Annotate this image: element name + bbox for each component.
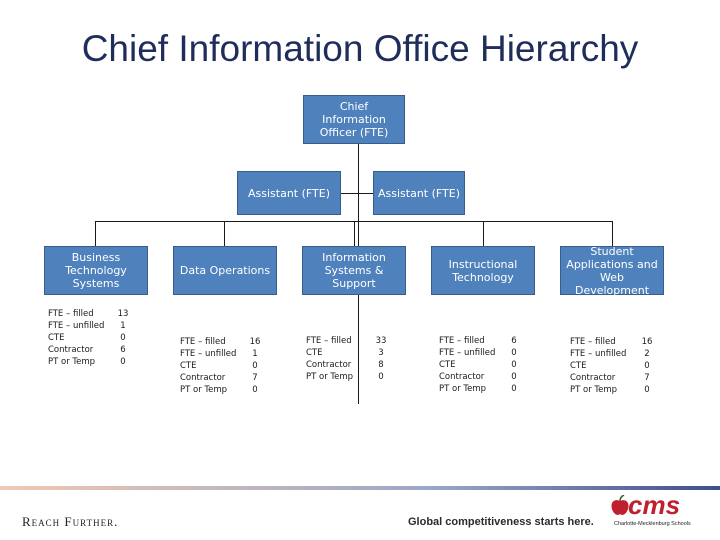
cio-box	[303, 95, 405, 144]
stat-row: FTE – unfilled 1	[48, 321, 126, 331]
page-title: Chief Information Office Hierarchy	[81, 28, 639, 69]
logo-subtitle: Charlotte-Mecklenburg Schools	[614, 521, 691, 527]
stats-data-operations	[180, 336, 262, 396]
department-box-data-operations	[173, 246, 277, 295]
apple-icon	[610, 495, 630, 517]
stat-row: FTE – filled 33	[306, 336, 387, 346]
dept-drop-3	[354, 221, 355, 246]
stat-row: FTE – filled 13	[48, 309, 129, 319]
stat-row: Contractor 7	[180, 373, 258, 383]
department-box-instructional-technology	[431, 246, 535, 295]
footer-slogan: Reach Further.	[22, 514, 119, 529]
assistant-label-right: Assistant (FTE)	[378, 186, 460, 200]
stat-row: Contractor 7	[570, 373, 650, 383]
stat-row: Contractor 8	[306, 360, 384, 370]
stat-row: PT or Temp 0	[570, 385, 650, 395]
assistant-box-left	[237, 171, 341, 215]
stat-row: PT or Temp 0	[439, 384, 517, 394]
cio-label: Chief Information Officer (FTE)	[319, 100, 389, 139]
department-label: Data Operations	[179, 264, 271, 277]
dept-drop-2	[224, 221, 225, 246]
department-label: Business Technology Systems	[65, 251, 127, 290]
stat-row: FTE – filled 6	[439, 336, 517, 346]
stat-row: FTE – filled 16	[180, 337, 261, 347]
stat-row: PT or Temp 0	[180, 385, 258, 395]
stat-row: Contractor 6	[48, 345, 126, 355]
stat-row: CTE 0	[570, 361, 650, 371]
department-box-business-technology	[44, 246, 148, 295]
assistant-box-right	[373, 171, 465, 215]
stat-row: FTE – unfilled 1	[180, 349, 258, 359]
department-label: Student Applications and Web Development	[566, 244, 658, 297]
department-box-information-systems	[302, 246, 406, 295]
stat-row: PT or Temp 0	[48, 357, 126, 367]
assistant-label-left: Assistant (FTE)	[248, 186, 330, 200]
department-label: Information Systems & Support	[322, 251, 386, 290]
logo-wordmark: cms	[628, 490, 681, 520]
stat-row: CTE 0	[439, 360, 517, 370]
stat-row: Contractor 0	[439, 372, 517, 382]
stat-row: PT or Temp 0	[306, 372, 384, 382]
stat-row: CTE 3	[306, 348, 384, 358]
assistant-connector	[341, 193, 373, 194]
department-box-student-applications	[560, 246, 664, 295]
dept-drop-5	[612, 221, 613, 246]
footer-tagline: Global competitiveness starts here.	[408, 516, 594, 528]
stat-row: CTE 0	[180, 361, 258, 371]
stat-row: FTE – unfilled 2	[570, 349, 650, 359]
department-label: Instructional Technology	[448, 257, 518, 284]
stats-student-applications	[570, 336, 654, 396]
stat-row: FTE – filled 16	[570, 337, 653, 347]
stats-instructional-technology	[439, 335, 521, 395]
stat-row: CTE 0	[48, 333, 126, 343]
stats-business-technology	[48, 308, 130, 368]
stats-information-systems	[306, 335, 388, 383]
cms-logo	[610, 490, 696, 532]
dept-drop-1	[95, 221, 96, 246]
stat-row: FTE – unfilled 0	[439, 348, 517, 358]
dept-drop-4	[483, 221, 484, 246]
